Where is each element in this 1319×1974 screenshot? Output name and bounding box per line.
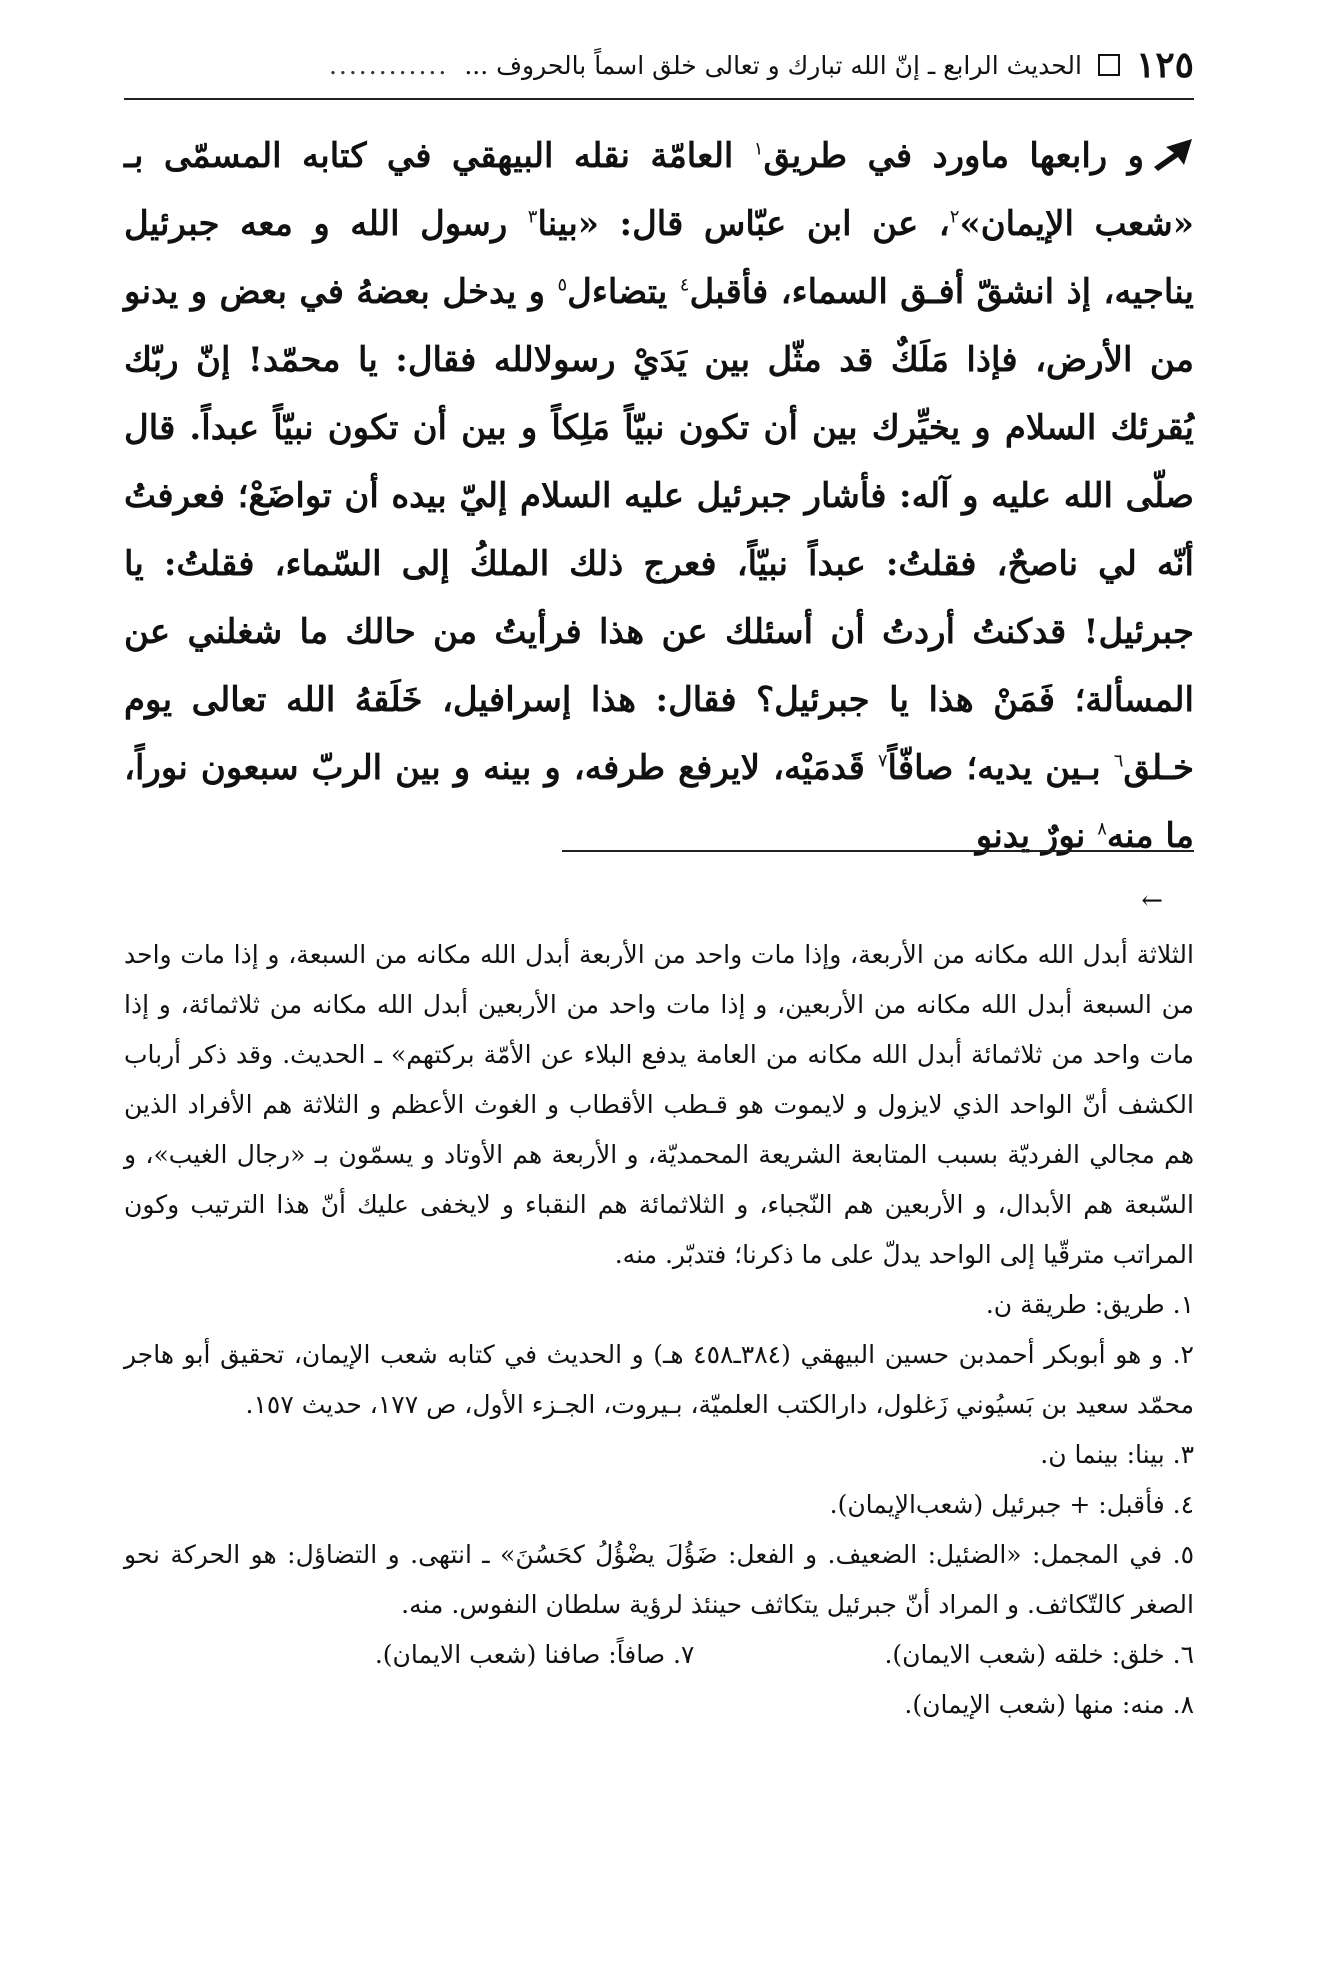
main-text-part: قَدمَيْه، لايرفع طرفه، و بينه و بين الربّ سبعون نوراً، ما منه [124,748,1194,856]
footnote-ref[interactable]: ١ [753,138,764,160]
square-icon [1098,54,1120,76]
footnote-ref[interactable]: ٧ [877,750,888,772]
footnote-ref[interactable]: ٥ [557,274,568,296]
bold-arrow-icon [1152,135,1194,173]
footnote-continued: الثلاثة أبدل الله مكانه من الأربعة، وإذا مات واحد من الأربعة أبدل الله مكانه من السبعة، و إذا مات واحد من السبعة أبدل الله مكانه من الأربعين، و إذا مات واحد من الأربعين أبدل الله مكانه من ثلاثمائة، و إذا مات واحد من ثلاثمائة أبدل الله مكانه من العامة يدفع البلاء عن الأمّة بركتهم» ـ الحديث. وقد ذكر أرباب الكشف أنّ الواحد الذي لايزول و لايموت هو قـطب الأقطاب و الغوث الأعظم و الثلاثة هم الأفراد الذين هم مجالي الفرديّة بسبب المتابعة الشريعة المحمديّة، و الأربعة هم الأوتاد و يسمّون بـ «رجال الغيب»، و السّبعة هم الأبدال، و الأربعين هم النّجباء، و الثلاثمائة هم النقباء و لايخفى عليك أنّ هذا الترتيب وكون المراتب مترقّيا إلى الواحد يدلّ على ما ذكرنا؛ فتدبّر. منه. [124,940,1194,1269]
footnote-6: ٦. خلق: خلقه (شعب الايمان). [884,1640,1194,1669]
main-text-part: و رابعها ماورد في طريق [763,136,1145,176]
main-text-part: و يدخل بعضهُ في بعض و يدنو من الأرض، فإذا مَلَكٌ قد مثّل بين يَدَيْ رسولالله فقال: يا محمّد! إنّ ربّك يُقرئك السلام و يخيِّرك بين أن تكون نبيّاً مَلِكاً و بين أن تكون نبيّاً عبداً. قال صلّى الله عليه و آله: فأشار جبرئيل عليه السلام إليّ بيده أن تواضَعْ؛ فعرفتُ أنّه لي ناصحٌ، فقلتُ: عبداً نبيّاً، فعرج ذلك الملكُ إلى السّماء، فقلتُ: يا جبرئيل! قدكنتُ أردتُ أن أسئلك عن هذا فرأيتُ من حالك ما شغلني عن المسألة؛ فَمَنْ هذا يا جبرئيل؟ فقال: هذا إسرافيل، خَلَقهُ الله تعالى يوم خـلق [124,272,1194,788]
running-title: الحديث الرابع ـ إنّ الله تبارك و تعالى خلق اسماً بالحروف ... [464,50,1082,80]
leader-dots: ............ [328,50,449,80]
footnote-ref[interactable]: ٦ [1113,750,1124,772]
running-head [124,40,1194,90]
footnote-8: ٨. منه: منها (شعب الإيمان). [904,1690,1194,1719]
footnote-ref[interactable]: ٤ [679,274,690,296]
page-number: ١٢٥ [1135,44,1194,86]
footnote-ref[interactable]: ٣ [527,206,538,228]
header-rule [124,98,1194,100]
footnote-row [124,1630,1194,1680]
main-text-part: ، عن ابن عبّاس قال: «بينا [537,204,950,244]
main-text-part: العامّة نقله البيهقي في كتابه المسمّى بـ «شعب الإيمان» [124,136,1195,244]
footnote-7: ٧. صافاً: صافنا (شعب الايمان). [374,1640,695,1669]
footnote-4: ٤. فأقبل: + جبرئيل (شعب‌الإيمان). [829,1490,1194,1519]
main-text-part: رسول الله و معه جبرئيل يناجيه، إذ انشقّ أفـق السماء، فأقبل [124,204,1194,312]
footnote-3: ٣. بينا: بينما ن. [1040,1440,1194,1469]
continuation-arrow-icon: ← [1141,886,1163,916]
footnote-1: ١. طريق: طريقة ن. [985,1290,1194,1319]
main-text-part: نورٌ يدنو [975,816,1098,856]
footnote-separator [562,850,1194,852]
main-text-part: يتضاءل [567,272,680,312]
footnotes [124,930,1194,1730]
footnote-ref[interactable]: ٢ [949,206,960,228]
footnote-2: ٢. و هو أبوبكر أحمدبن حسين البيهقي (٣٨٤ـ٤٥٨ هـ) و الحديث في كتابه شعب الإيمان، تحقيق أبو هاجر محمّد سعيد بن بَسيُوني زَغلول، دارالكتب العلميّة، بـيروت، الجـزء الأول، ص ١٧٧، حديث ١٥٧. [124,1340,1194,1419]
footnote-5: ٥. في المجمل: «الضئيل: الضعيف. و الفعل: ضَؤُلَ يضْؤُلُ كحَسُنَ» ـ انتهى. و التضاؤل: هو الحركة نحو الصغر كالتّكاثف. و المراد أنّ جبرئيل يتكاثف حينئذ لرؤية سلطان النفوس. منه. [124,1540,1194,1619]
main-paragraph [124,122,1194,870]
main-text-part: بـين يديه؛ صافّاً [887,748,1114,788]
footnote-ref[interactable]: ٨ [1097,818,1107,840]
